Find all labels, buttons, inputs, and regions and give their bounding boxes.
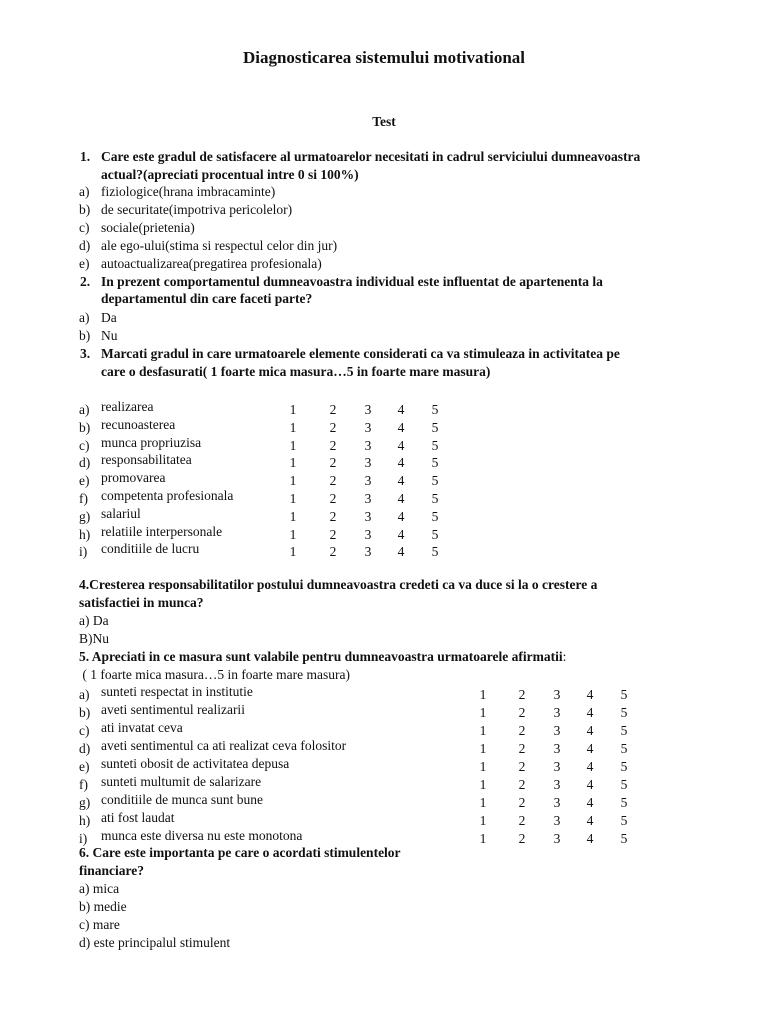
scale-option-1[interactable]: 1 — [479, 687, 487, 702]
scale-option-4[interactable]: 4 — [586, 813, 594, 828]
item-text: promovarea — [101, 470, 166, 486]
scale-option-2[interactable]: 2 — [329, 544, 337, 560]
question-1-option-c[interactable] — [0, 219, 768, 237]
scale-option-5[interactable]: 5 — [431, 455, 439, 471]
option-label: b) — [79, 328, 91, 343]
scale-option-4[interactable]: 4 — [397, 437, 405, 453]
option-label: b) — [79, 202, 91, 217]
item-text: ati invatat ceva — [101, 720, 183, 735]
scale-option-3[interactable]: 3 — [553, 813, 561, 828]
question-4-text-line2: satisfactiei in munca? — [79, 595, 204, 610]
scale-option-3[interactable]: 3 — [364, 508, 372, 524]
item-label: g) — [79, 795, 91, 810]
scale-option-4[interactable]: 4 — [397, 544, 405, 560]
item-label: c) — [79, 723, 90, 738]
scale-option-2[interactable]: 2 — [518, 759, 526, 774]
scale-option-4[interactable]: 4 — [397, 526, 405, 542]
scale-option-3[interactable]: 3 — [553, 723, 561, 738]
scale-option-1[interactable]: 1 — [289, 526, 297, 542]
item-label: e) — [79, 759, 90, 774]
scale-option-1[interactable]: 1 — [479, 705, 487, 720]
scale-option-5[interactable]: 5 — [620, 795, 628, 810]
item-label: d) — [79, 455, 91, 471]
question-2-option-b[interactable] — [0, 327, 768, 345]
option-label: a) — [79, 310, 90, 325]
scale-option-2[interactable]: 2 — [329, 437, 337, 453]
option-label: c) — [79, 220, 90, 235]
item-text: realizarea — [101, 399, 154, 414]
question-1-number: 1. — [80, 149, 91, 164]
question-5-text-line2: ( 1 foarte mica masura…5 in foarte mare masura) — [79, 667, 351, 682]
scale-option-2[interactable]: 2 — [518, 777, 526, 792]
item-text: sunteti obosit de activitatea depusa — [101, 756, 290, 771]
scale-option-3[interactable]: 3 — [364, 473, 372, 489]
item-label: c) — [79, 437, 90, 453]
item-label: b) — [79, 419, 91, 435]
scale-option-4[interactable]: 4 — [397, 419, 405, 435]
scale-option-3[interactable]: 3 — [364, 455, 372, 471]
scale-option-5[interactable]: 5 — [431, 473, 439, 489]
question-2-text-line2: departamentul din care faceti parte? — [101, 291, 313, 306]
scale-option-1[interactable]: 1 — [289, 473, 297, 489]
question-1-text-line2: actual?(apreciati procentual intre 0 si 100%) — [101, 167, 359, 182]
scale-option-4[interactable]: 4 — [586, 687, 594, 702]
scale-option-5[interactable]: 5 — [431, 437, 439, 453]
scale-option-5[interactable]: 5 — [620, 777, 628, 792]
scale-option-5[interactable]: 5 — [620, 723, 628, 738]
scale-option-4[interactable]: 4 — [586, 777, 594, 792]
item-label: f) — [79, 491, 88, 506]
option-label: d) — [79, 238, 91, 253]
scale-option-2[interactable]: 2 — [518, 831, 526, 846]
item-text: sunteti respectat in institutie — [101, 684, 253, 699]
option-text: autoactualizarea(pregatirea profesionala) — [101, 256, 322, 271]
item-text: salariul — [101, 505, 141, 521]
question-4-option-b[interactable]: B)Nu — [79, 631, 109, 646]
question-3-text-line2: care o desfasurati( 1 foarte mica masura…5 in foarte mare masura) — [101, 364, 491, 379]
question-1-option-a[interactable] — [0, 183, 768, 201]
item-text: conditiile de munca sunt bune — [101, 792, 263, 807]
page-title: Diagnosticarea sistemului motivational — [242, 48, 526, 67]
scale-option-4[interactable]: 4 — [586, 741, 594, 756]
scale-option-1[interactable]: 1 — [479, 813, 487, 828]
page-subtitle: Test — [372, 114, 396, 129]
scale-option-5[interactable]: 5 — [431, 419, 439, 435]
question-1-option-e[interactable] — [0, 255, 768, 273]
item-label: e) — [79, 473, 90, 489]
scale-option-3[interactable]: 3 — [364, 526, 372, 542]
scale-option-1[interactable]: 1 — [479, 741, 487, 756]
question-3-number: 3. — [80, 346, 91, 361]
scale-option-3[interactable]: 3 — [364, 437, 372, 453]
scale-option-3[interactable]: 3 — [364, 419, 372, 435]
question-4-text-line1: 4.Cresterea responsabilitatilor postului dumneavoastra credeti ca va duce si la o crestere a — [79, 577, 598, 592]
scale-option-4[interactable]: 4 — [397, 508, 405, 524]
scale-option-4[interactable]: 4 — [586, 705, 594, 720]
option-text: sociale(prietenia) — [101, 220, 195, 235]
scale-option-1[interactable]: 1 — [479, 723, 487, 738]
question-2-text-line1: In prezent comportamentul dumneavoastra individual este influentat de apartenenta la — [101, 274, 603, 289]
scale-option-4[interactable]: 4 — [397, 491, 405, 506]
item-text: responsabilitatea — [101, 452, 192, 468]
scale-option-2[interactable]: 2 — [329, 473, 337, 489]
scale-option-2[interactable]: 2 — [329, 419, 337, 435]
option-text: ale ego-ului(stima si respectul celor din jur) — [101, 238, 338, 253]
scale-option-1[interactable]: 1 — [289, 544, 297, 560]
question-6-text-line2: financiare? — [79, 863, 144, 878]
scale-option-2[interactable]: 2 — [518, 705, 526, 720]
scale-option-5[interactable]: 5 — [431, 491, 439, 506]
item-label: a) — [79, 402, 90, 417]
option-text: Nu — [101, 328, 118, 343]
scale-option-4[interactable]: 4 — [397, 455, 405, 471]
scale-option-1[interactable]: 1 — [479, 759, 487, 774]
scale-option-5[interactable]: 5 — [620, 813, 628, 828]
scale-option-4[interactable]: 4 — [397, 402, 405, 417]
question-1-text-line1: Care este gradul de satisfacere al urmatoarelor necesitati in cadrul serviciului dumneavoastra — [101, 149, 641, 164]
question-5-colon: : — [562, 649, 567, 664]
question-6-text-line1: 6. Care este importanta pe care o acordati stimulentelor — [79, 845, 401, 860]
scale-option-5[interactable]: 5 — [620, 759, 628, 774]
item-label: i) — [79, 544, 88, 560]
scale-option-2[interactable]: 2 — [518, 687, 526, 702]
item-text: aveti sentimentul realizarii — [101, 702, 245, 717]
option-label: a) — [79, 184, 90, 199]
scale-option-3[interactable]: 3 — [553, 831, 561, 846]
scale-option-1[interactable]: 1 — [479, 831, 487, 846]
item-text: relatiile interpersonale — [101, 523, 223, 539]
item-label: f) — [79, 777, 88, 792]
scale-option-3[interactable]: 3 — [364, 402, 372, 417]
question-6-option-b[interactable]: b) medie — [79, 899, 127, 914]
scale-option-2[interactable]: 2 — [518, 723, 526, 738]
scale-option-2[interactable]: 2 — [329, 402, 337, 417]
question-2-option-a[interactable] — [0, 309, 768, 327]
item-text: competenta profesionala — [101, 488, 234, 503]
q3-row — [0, 543, 768, 561]
item-label: g) — [79, 508, 91, 524]
item-text: aveti sentimentul ca ati realizat ceva folositor — [101, 738, 347, 753]
item-label: i) — [79, 831, 88, 846]
scale-option-2[interactable]: 2 — [329, 508, 337, 524]
item-text: sunteti multumit de salarizare — [101, 774, 262, 789]
item-label: h) — [79, 526, 91, 542]
question-1-option-b[interactable] — [0, 201, 768, 219]
question-6-option-d[interactable]: d) este principalul stimulent — [79, 935, 231, 950]
item-text: ati fost laudat — [101, 810, 175, 825]
question-5-text-line1: 5. Apreciati in ce masura sunt valabile pentru dumneavoastra urmatoarele afirmatii — [79, 649, 563, 664]
scale-option-1[interactable]: 1 — [289, 508, 297, 524]
scale-option-2[interactable]: 2 — [518, 813, 526, 828]
item-label: b) — [79, 705, 91, 720]
scale-option-4[interactable]: 4 — [586, 759, 594, 774]
scale-option-3[interactable]: 3 — [553, 777, 561, 792]
option-label: e) — [79, 256, 90, 271]
scale-option-5[interactable]: 5 — [620, 705, 628, 720]
scale-option-2[interactable]: 2 — [329, 491, 337, 506]
scale-option-4[interactable]: 4 — [397, 473, 405, 489]
question-1-option-d[interactable] — [0, 237, 768, 255]
scale-option-1[interactable]: 1 — [289, 437, 297, 453]
scale-option-5[interactable]: 5 — [431, 402, 439, 417]
scale-option-5[interactable]: 5 — [431, 508, 439, 524]
scale-option-5[interactable]: 5 — [620, 687, 628, 702]
question-6-option-c[interactable]: c) mare — [79, 917, 120, 932]
option-text: fiziologice(hrana imbracaminte) — [101, 184, 276, 199]
scale-option-1[interactable]: 1 — [289, 455, 297, 471]
scale-option-2[interactable]: 2 — [518, 741, 526, 756]
item-text: recunoasterea — [101, 416, 176, 432]
scale-option-5[interactable]: 5 — [431, 526, 439, 542]
scale-option-3[interactable]: 3 — [553, 741, 561, 756]
item-label: h) — [79, 813, 91, 828]
item-text: munca este diversa nu este monotona — [101, 828, 303, 843]
scale-option-4[interactable]: 4 — [586, 831, 594, 846]
scale-option-2[interactable]: 2 — [329, 455, 337, 471]
scale-option-4[interactable]: 4 — [586, 723, 594, 738]
scale-option-3[interactable]: 3 — [553, 687, 561, 702]
scale-option-5[interactable]: 5 — [620, 831, 628, 846]
scale-option-3[interactable]: 3 — [553, 759, 561, 774]
scale-option-3[interactable]: 3 — [553, 705, 561, 720]
scale-option-5[interactable]: 5 — [431, 544, 439, 560]
scale-option-1[interactable]: 1 — [289, 491, 297, 506]
scale-option-2[interactable]: 2 — [518, 795, 526, 810]
scale-option-1[interactable]: 1 — [289, 402, 297, 417]
question-2-number: 2. — [80, 274, 91, 289]
item-label: d) — [79, 741, 91, 756]
scale-option-1[interactable]: 1 — [479, 777, 487, 792]
scale-option-3[interactable]: 3 — [553, 795, 561, 810]
item-text: munca propriuzisa — [101, 434, 202, 450]
option-text: Da — [101, 310, 117, 325]
scale-option-2[interactable]: 2 — [329, 526, 337, 542]
scale-option-5[interactable]: 5 — [620, 741, 628, 756]
scale-option-3[interactable]: 3 — [364, 491, 372, 506]
scale-option-4[interactable]: 4 — [586, 795, 594, 810]
question-4-option-a[interactable]: a) Da — [79, 613, 109, 628]
scale-option-3[interactable]: 3 — [364, 544, 372, 560]
item-text: conditiile de lucru — [101, 541, 200, 557]
item-label: a) — [79, 687, 90, 702]
scale-option-1[interactable]: 1 — [289, 419, 297, 435]
scale-option-1[interactable]: 1 — [479, 795, 487, 810]
question-6-option-a[interactable]: a) mica — [79, 881, 120, 896]
question-3-text-line1: Marcati gradul in care urmatoarele elemente considerati ca va stimuleaza in activitatea pe — [101, 346, 620, 361]
option-text: de securitate(impotriva pericolelor) — [101, 202, 293, 217]
